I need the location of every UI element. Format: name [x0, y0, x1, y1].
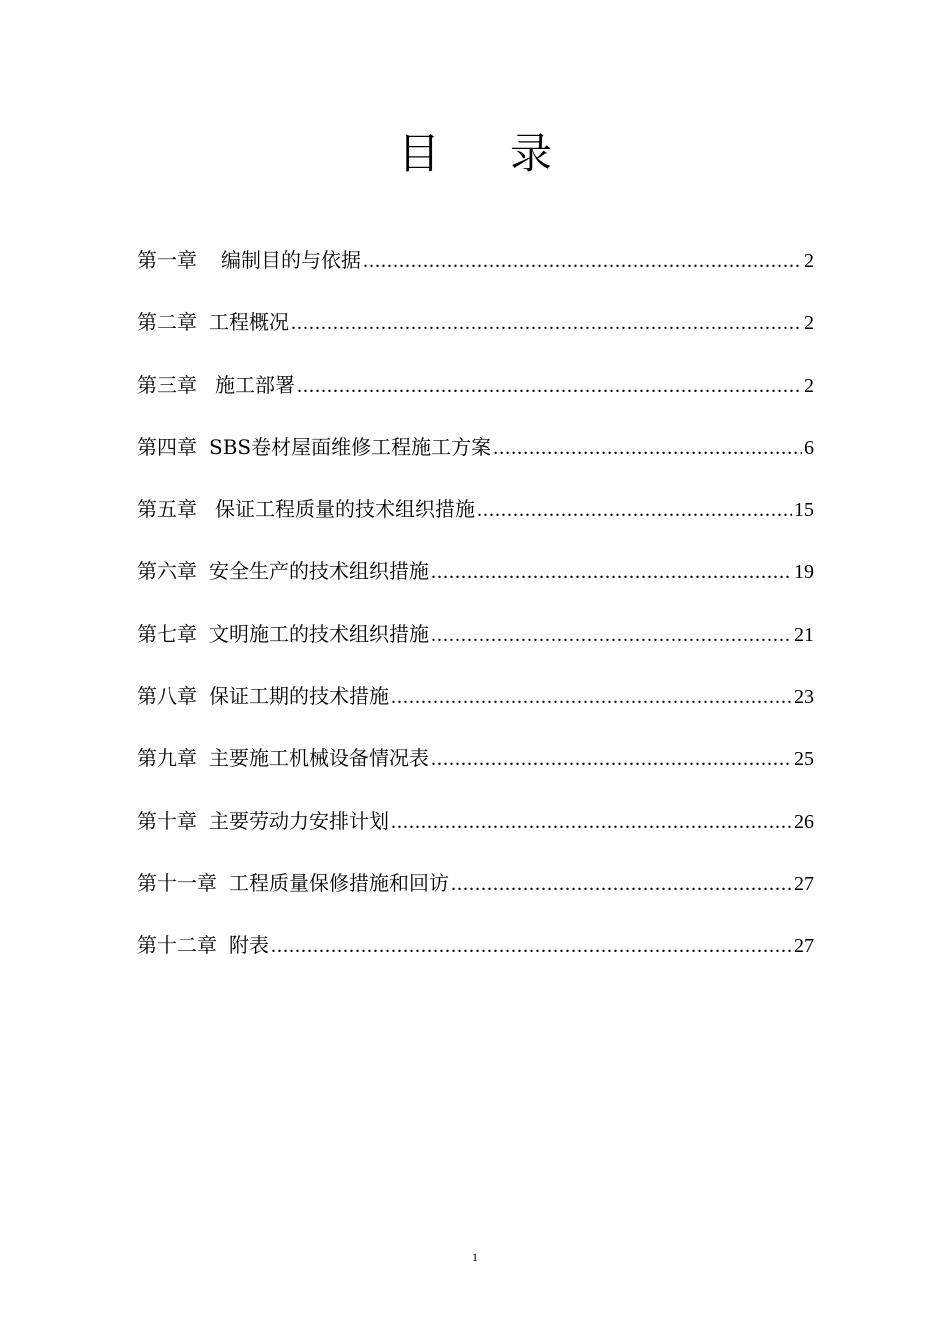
toc-page-number: 26 — [794, 810, 814, 833]
toc-entry-title: 文明施工的技术组织措施 — [209, 621, 429, 646]
title-char-2: 录 — [510, 129, 553, 178]
toc-entry[interactable] — [137, 738, 814, 800]
toc-page-number: 6 — [804, 436, 814, 459]
toc-entry[interactable] — [137, 427, 814, 489]
toc-page-number: 2 — [804, 250, 814, 272]
toc-chapter-label: 第一章 — [137, 248, 197, 272]
toc-entry[interactable] — [137, 801, 814, 863]
toc-dot-leader — [477, 490, 792, 530]
toc-dot-leader — [391, 802, 792, 842]
toc-chapter-label: 第四章 — [137, 434, 197, 459]
title-char-1: 目 — [397, 129, 440, 178]
toc-entry[interactable] — [137, 614, 814, 676]
toc-chapter-label: 第十一章 — [137, 870, 217, 895]
toc-dot-leader — [493, 428, 802, 468]
toc-entry[interactable] — [137, 676, 814, 738]
toc-entry-title: SBS卷材屋面维修工程施工方案 — [209, 434, 492, 459]
toc-dot-leader — [297, 366, 802, 406]
toc-page-number: 27 — [794, 872, 814, 895]
toc-page-number: 21 — [794, 623, 814, 646]
toc-dot-leader — [391, 677, 792, 717]
toc-entry-title: 工程概况 — [209, 310, 289, 335]
toc-entry[interactable] — [137, 489, 814, 551]
toc-entry[interactable] — [137, 240, 814, 302]
toc-page-number: 19 — [794, 561, 814, 584]
toc-chapter-label: 第七章 — [137, 621, 197, 646]
toc-dot-leader — [451, 864, 792, 904]
toc-chapter-label: 第八章 — [137, 684, 197, 709]
toc-dot-leader — [431, 739, 792, 779]
toc-dot-leader — [271, 926, 792, 966]
toc-entry[interactable] — [137, 925, 814, 987]
toc-entry-title: 主要劳动力安排计划 — [209, 808, 389, 833]
toc-entry-title: 安全生产的技术组织措施 — [209, 559, 429, 584]
table-of-contents — [137, 240, 814, 988]
toc-entry-title: 主要施工机械设备情况表 — [209, 746, 429, 771]
toc-chapter-label: 第九章 — [137, 746, 197, 771]
toc-page-number: 2 — [804, 312, 814, 335]
toc-chapter-label: 第六章 — [137, 559, 197, 584]
toc-page-number: 25 — [794, 748, 814, 771]
toc-entry-title: 工程质量保修措施和回访 — [229, 870, 449, 895]
toc-dot-leader — [291, 303, 802, 343]
toc-entry-title: 编制目的与依据 — [221, 248, 361, 272]
page-number: 1 — [472, 1250, 478, 1264]
toc-page-number: 27 — [794, 935, 814, 958]
toc-dot-leader — [363, 241, 802, 281]
toc-page-number: 23 — [794, 686, 814, 709]
toc-chapter-label: 第五章 — [137, 497, 197, 522]
toc-dot-leader — [431, 552, 792, 592]
toc-chapter-label: 第十章 — [137, 808, 197, 833]
page-title — [0, 126, 950, 182]
toc-chapter-label: 第三章 — [137, 372, 197, 397]
toc-page-number: 15 — [794, 499, 814, 522]
toc-entry-title: 附表 — [229, 933, 269, 958]
toc-entry-title: 保证工期的技术措施 — [209, 684, 389, 709]
toc-dot-leader — [431, 615, 792, 655]
toc-entry[interactable] — [137, 551, 814, 613]
toc-entry-title: 保证工程质量的技术组织措施 — [215, 497, 475, 522]
toc-entry-title: 施工部署 — [215, 372, 295, 397]
toc-entry[interactable] — [137, 365, 814, 427]
toc-chapter-label: 第二章 — [137, 310, 197, 335]
toc-page-number: 2 — [804, 374, 814, 397]
toc-entry[interactable] — [137, 302, 814, 364]
toc-chapter-label: 第十二章 — [137, 933, 217, 958]
toc-entry[interactable] — [137, 863, 814, 925]
